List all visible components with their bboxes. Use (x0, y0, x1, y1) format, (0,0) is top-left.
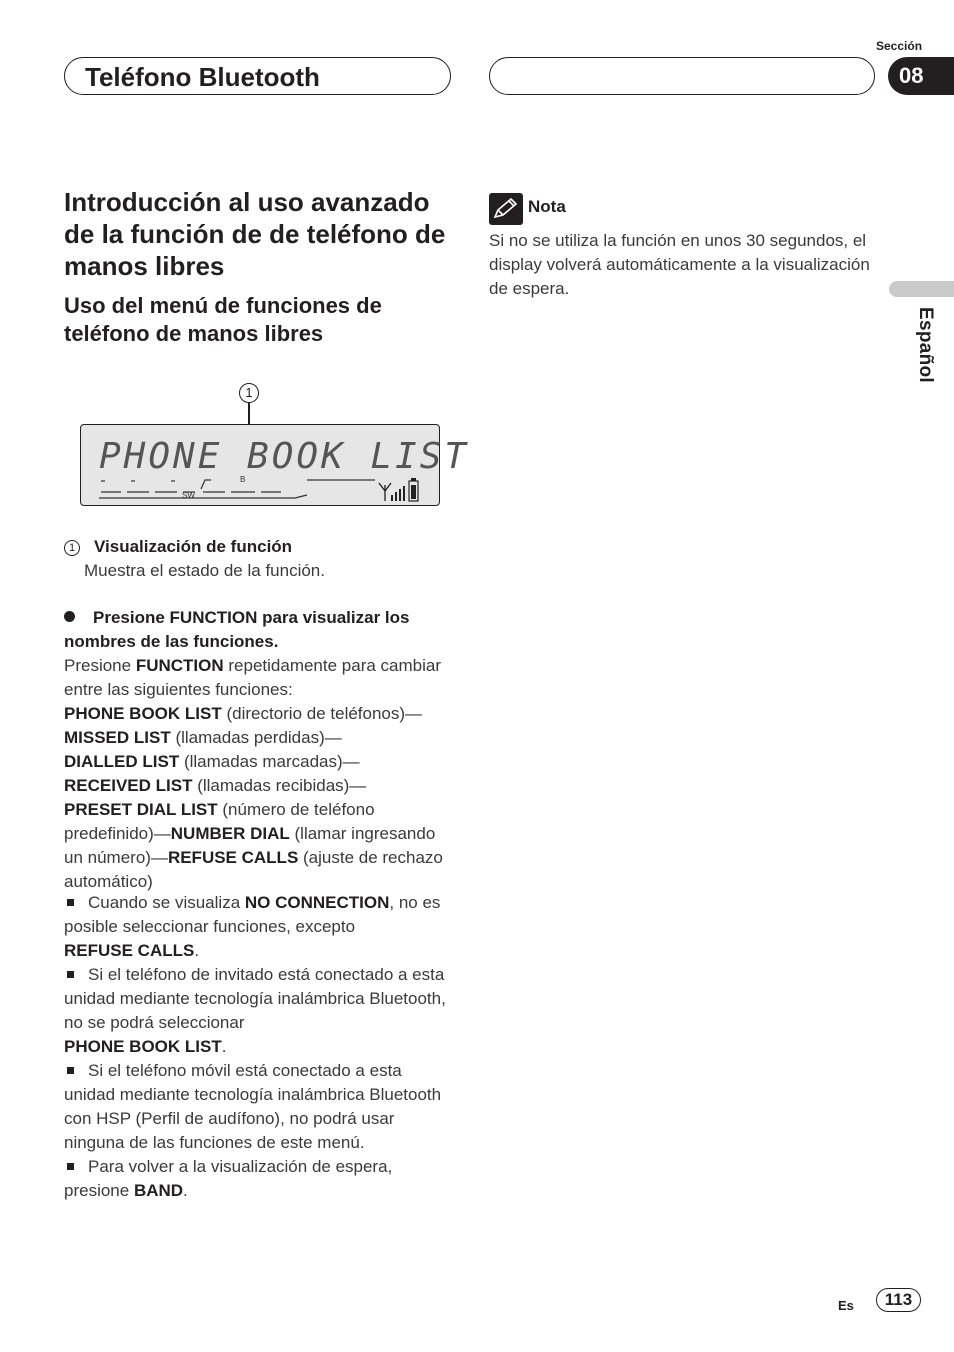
lcd-display-illustration (80, 424, 470, 506)
function-name: MISSED LIST (64, 728, 171, 747)
function-name: PRESET DIAL LIST (64, 800, 218, 819)
function-desc: (ajuste de rechazo automático) (64, 848, 443, 891)
function-name: PHONE BOOK LIST (64, 704, 222, 723)
function-name: REFUSE CALLS (167, 848, 299, 867)
lcd-b-label: B (240, 475, 246, 484)
square-bullet-icon (67, 1163, 74, 1170)
legend-description: Muestra el estado de la función. (84, 561, 325, 580)
battery-icon (409, 478, 418, 501)
instruction-paragraph (64, 654, 456, 894)
header-title: Teléfono Bluetooth (85, 62, 320, 92)
square-bullet-icon (67, 899, 74, 906)
section-label: Sección (876, 39, 923, 53)
function-desc: (llamadas recibidas)— (192, 776, 367, 795)
page-number: 113 (876, 1288, 921, 1312)
callout-number: 1 (239, 383, 259, 403)
lcd-display-text: PHONE BOOK LIST (99, 436, 470, 477)
note-item: Si el teléfono móvil está conectado a esta unidad mediante tecnología inalámbrica Bluetooth con HSP (Perfil de audífono), no podrá usar ninguna de las funciones de este menú. (64, 1061, 442, 1152)
note-item: Para volver a la visualización de espera, presione BAND. (64, 1157, 393, 1200)
square-bullet-icon (67, 1067, 74, 1074)
legend-number: 1 (64, 540, 80, 556)
function-desc: (número de teléfono predefinido)— (64, 800, 375, 843)
note-item: Cuando se visualiza NO CONNECTION, no es posible seleccionar funciones, excepto REFUSE CALLS. (64, 893, 441, 960)
function-desc: (directorio de teléfonos)— (221, 704, 423, 723)
note-text: Si no se utiliza la función en unos 30 segundos, el display volverá automáticamente a la visualización de espera. (489, 231, 870, 298)
lcd-indicator-segments (95, 475, 425, 503)
instruction-button-name: FUNCTION (135, 656, 224, 675)
figure-legend (64, 535, 456, 583)
signal-strength-icon (391, 486, 405, 501)
function-desc: (llamadas marcadas)— (179, 752, 360, 771)
function-name: DIALLED LIST (64, 752, 180, 771)
instruction-text: repetidamente para cambiar entre las siguientes funciones: (64, 656, 441, 699)
instruction-heading (64, 606, 456, 654)
note-item: Si el teléfono de invitado está conectado a esta unidad mediante tecnología inalámbrica Bluetooth, no se podrá seleccionar PHONE BOOK LIST. (64, 965, 446, 1056)
sub-heading: Uso del menú de funciones de teléfono de manos libres (64, 293, 382, 346)
header-title-pill (64, 57, 451, 95)
instruction-text: Presione (64, 656, 136, 675)
side-tab-bar (889, 281, 954, 297)
function-name: RECEIVED LIST (64, 776, 193, 795)
note-title: Nota (528, 197, 566, 216)
note-pencil-icon (489, 193, 523, 225)
section-number-badge: 08 (888, 57, 954, 95)
instruction-block (64, 606, 456, 894)
function-desc: (llamadas perdidas)— (170, 728, 342, 747)
antenna-icon (379, 483, 391, 501)
main-heading: Introducción al uso avanzado de la función de de teléfono de manos libres (64, 187, 446, 281)
square-bullet-icon (67, 971, 74, 978)
legend-title: Visualización de función (94, 537, 293, 556)
function-name: NUMBER DIAL (170, 824, 290, 843)
bullet-icon (64, 611, 75, 622)
legend-title-row (64, 535, 456, 559)
footer-language: Es (838, 1298, 854, 1313)
side-tab-language: Español (915, 307, 936, 384)
instruction-heading-text: Presione FUNCTION para visualizar los nombres de las funciones. (64, 608, 410, 651)
notes-list (64, 891, 456, 1203)
header-blank-pill (489, 57, 875, 95)
lcd-sw-label: SW (182, 491, 195, 500)
function-desc: (llamar ingresando un número)— (64, 824, 436, 867)
